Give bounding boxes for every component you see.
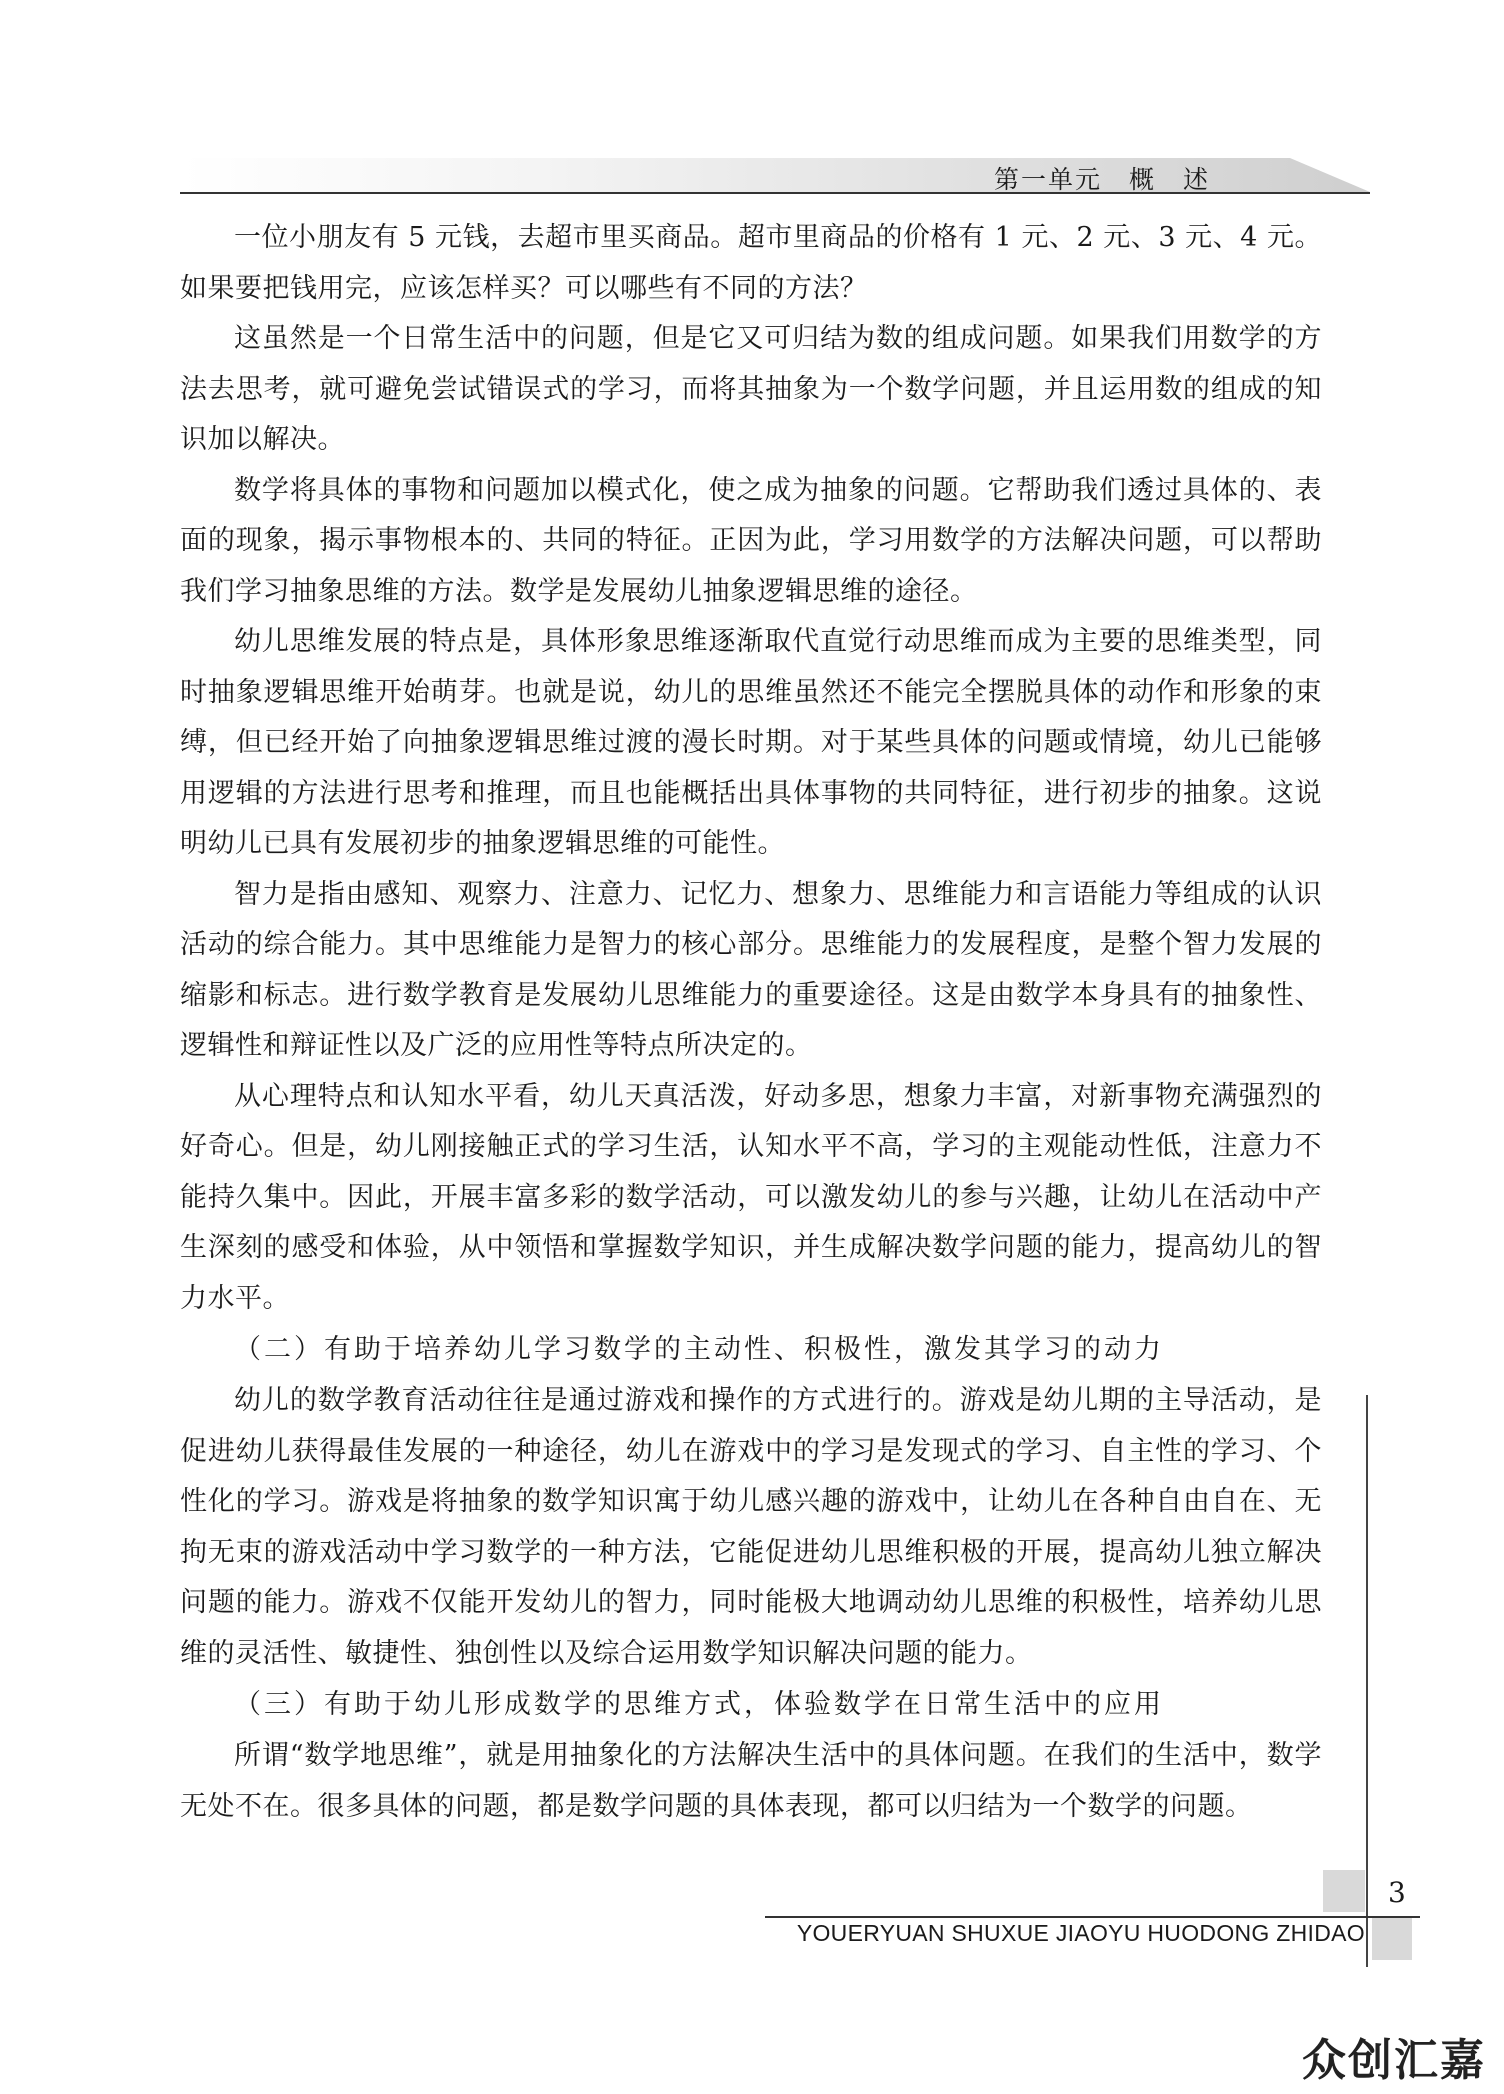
watermark-logo: 众创汇嘉 (1302, 2035, 1486, 2086)
paragraph: 智力是指由感知、观察力、注意力、记忆力、想象力、思维能力和言语能力等组成的认识活动的综合能力。其中思维能力是智力的核心部分。思维能力的发展程度，是整个智力发展的缩影和标志。进行数学教育是发展幼儿思维能力的重要途径。这是由数学本身具有的抽象性、逻辑性和辩证性以及广泛的应用性等特点所决定的。 (180, 878, 1322, 1061)
series-title: YOUERYUAN SHUXUE JIAOYU HUODONG ZHIDAO (796, 1920, 1365, 1946)
corner-decoration (1372, 1918, 1412, 1960)
side-rule (1366, 1395, 1368, 1967)
paragraph: 这虽然是一个日常生活中的问题，但是它又可归结为数的组成问题。如果我们用数学的方法去思考，就可避免尝试错误式的学习，而将其抽象为一个数学问题，并且运用数的组成的知识加以解决。 (180, 323, 1322, 455)
corner-decoration (1323, 1870, 1365, 1912)
running-header (180, 158, 1370, 194)
section-heading: （三）有助于幼儿形成数学的思维方式，体验数学在日常生活中的应用 (234, 1689, 1164, 1720)
section-heading: （二）有助于培养幼儿学习数学的主动性、积极性，激发其学习的动力 (234, 1334, 1164, 1365)
paragraph: 一位小朋友有 5 元钱，去超市里买商品。超市里商品的价格有 1 元、2 元、3 元、4 元。如果要把钱用完，应该怎样买？可以哪些有不同的方法？ (180, 222, 1322, 304)
paragraph: 数学将具体的事物和问题加以模式化，使之成为抽象的问题。它帮助我们透过具体的、表面的现象，揭示事物根本的、共同的特征。正因为此，学习用数学的方法解决问题，可以帮助我们学习抽象思维的方法。数学是发展幼儿抽象逻辑思维的途径。 (180, 474, 1322, 607)
chapter-title: 第一单元 概 述 (993, 165, 1210, 194)
paragraph: 从心理特点和认知水平看，幼儿天真活泼，好动多思，想象力丰富，对新事物充满强烈的好奇心。但是，幼儿刚接触正式的学习生活，认知水平不高，学习的主观能动性低，注意力不能持久集中。因此，开展丰富多彩的数学活动，可以激发幼儿的参与兴趣，让幼儿在活动中产生深刻的感受和体验，从中领悟和掌握数学知识，并生成解决数学问题的能力，提高幼儿的智力水平。 (180, 1080, 1322, 1314)
footer-rule (765, 1916, 1420, 1918)
paragraph: 幼儿的数学教育活动往往是通过游戏和操作的方式进行的。游戏是幼儿期的主导活动，是促进幼儿获得最佳发展的一种途径，幼儿在游戏中的学习是发现式的学习、自主性的学习、个性化的学习。游戏是将抽象的数学知识寓于幼儿感兴趣的游戏中，让幼儿在各种自由自在、无拘无束的游戏活动中学习数学的一种方法，它能促进幼儿思维积极的开展，提高幼儿独立解决问题的能力。游戏不仅能开发幼儿的智力，同时能极大地调动幼儿思维的积极性，培养幼儿思维的灵活性、敏捷性、独创性以及综合运用数学知识解决问题的能力。 (180, 1385, 1322, 1669)
paragraph: 幼儿思维发展的特点是，具体形象思维逐渐取代直觉行动思维而成为主要的思维类型，同时抽象逻辑思维开始萌芽。也就是说，幼儿的思维虽然还不能完全摆脱具体的动作和形象的束缚，但已经开始了向抽象逻辑思维过渡的漫长时期。对于某些具体的问题或情境，幼儿已能够用逻辑的方法进行思考和推理，而且也能概括出具体事物的共同特征，进行初步的抽象。这说明幼儿已具有发展初步的抽象逻辑思维的可能性。 (180, 626, 1322, 859)
body-text (180, 213, 1322, 1832)
paragraph: 所谓“数学地思维”，就是用抽象化的方法解决生活中的具体问题。在我们的生活中，数学无处不在。很多具体的问题，都是数学问题的具体表现，都可以归结为一个数学的问题。 (180, 1740, 1322, 1822)
page-number: 3 (1388, 1876, 1406, 1909)
